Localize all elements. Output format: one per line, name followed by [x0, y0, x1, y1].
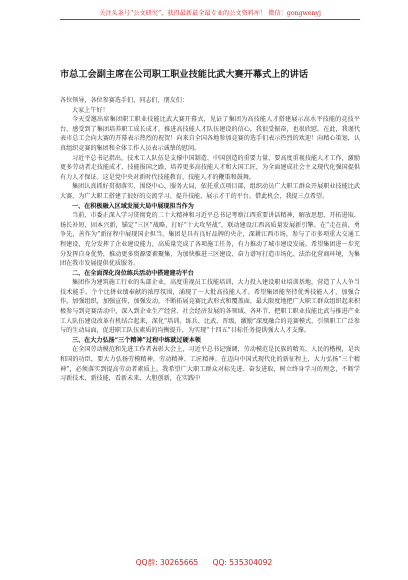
salutation: 各位领导，各位参赛选手们，同志们，朋友们：	[60, 97, 188, 104]
body-paragraph: 集团认真抓好贯彻落实，围绕中心、服务大局，依托重点项目部，组织动员广大职工群众开展职业技能比武大赛，为广大职工搭建了很好的交流学习、提升技能、展示才干的平台。借此机会，我提三点希望。	[60, 183, 360, 200]
body-paragraph: 在全国劳动模范和先进工作者表彰大会上，习近平总书记强调，劳动模范是民族的精英、人民的楷模，是共和国的功臣，要大力弘扬劳模精神、劳动精神、工匠精神。在迈向中国式现代化的新征程上，大力弘扬“三个精神”，必须落实到提高劳动者素质上。我希望广大职工群众对标先进、奋发进取，树立终身学习的理念，不断学习新技术、新技能，看新未来、大胆创新，在实践中	[60, 346, 360, 383]
footer-qq-group: QQ群: 30265665	[135, 558, 199, 567]
section-heading-3: 三、在大力弘扬“三个精神”过程中练就过硬本领	[72, 336, 201, 344]
body-paragraph: 集团作为建筑施工行业的头部企业，高度重视员工技能培训，大力投入建设职业培训基地，营造了人人争当技术能手、个个比拼业绩奉献的浓厚氛围，涌现了一大批高技能人才。希望集团能坚持优秀技能人才，加强合作。加强组织，加强宣传，加强发动，不断拓展竞赛比武形式和覆盖面，最大限度地把广大职工群众组织起来积极参与到竞赛活动中，深入到企业生产经营、社会经济发展的各领域、各环节，把职工职业技能比武与推进产业工人队伍建设改革有机结合起来，深化“培训、练兵、比武、晋级、激励”深度融合的竞赛模式，引领职工广泛参与的生动局面，促进职工队伍素质的均衡提升，为实现“十四五”目标任务提供强大人才支撑。	[60, 279, 360, 335]
document-title: 市总工会副主席在公司职工职业技能比武大赛开幕式上的讲话	[60, 69, 309, 80]
body-paragraph: 今天受邀出席集团职工职业技能比武大赛开幕式，见证了集团为高技能人才搭建展示高水平技能的竞技平台，感受到了集团培养职工成长成才，推进高技能人才队伍建设的信心，我很受振奋，也很欣慰。在此，我谨代表市总工会向大赛的开幕表示热烈的祝贺！向来自全国各地参加竞赛的选手们表示热烈的欢迎！向精心策划，认真组织竞赛的集团和全体工作人员表示诚挚的慰问。	[60, 116, 360, 152]
section-heading-2: 二、在全面深化岗位练兵活动中搭建建功平台	[72, 269, 194, 277]
footer-contact	[0, 557, 408, 568]
body-paragraph: 当前，市委正深入学习贯彻党的二十大精神和习近平总书记考察江西重要讲话精神，解放思想、开拓进取，扬长补短，固本兴新，锚定“三区”战略，打好“十大攻坚战”，联动建设江西高质量发展新引擎。在“走在前，勇争先，善作为”新征程中展现国企担当。集团是具有良好品牌的央企，深耕江西市场，参与了市多项重大交通工程建设，充分发挥了企业建设能力，高质量完成了各项施工任务，有力推动了城市建设发展。希望集团进一步充分发挥自身优势，推动更多资源要素聚集，为加快推进三区建设、奋力谱写打造市场化、法治化营商环境，为集团在我市发展提供优质服务。	[60, 212, 360, 268]
document-body	[60, 96, 360, 384]
footer-qq: QQ: 535304092	[212, 558, 273, 567]
section-heading-1: 一、在积极融入区域发展大局中展现担当作为	[72, 202, 194, 210]
top-banner: 关注头条号“公文研究”，获得最新最全最专业的公文资料库！ 微信：gongwenyj	[60, 8, 360, 20]
greeting: 大家上午好！	[72, 106, 109, 114]
body-paragraph: 习近平总书记指出，技术工人队伍是支撑中国制造、中国创造的重要力量，要高度重视技能人才工作，激励更多劳动者走技能成才、技能报国之路，培养更多高技能人才和大国工匠，为全面建成社会主义现代化强国提供有力人才保证。这是党中央对新时代技能教育、技能人才的鞭策和鼓舞。	[60, 154, 360, 181]
